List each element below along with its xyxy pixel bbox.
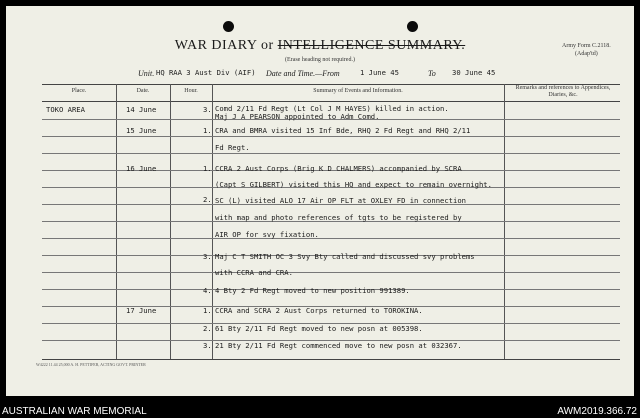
item-number: 4.: [203, 286, 212, 295]
summary-line: (Capt S GILBERT) visited this HQ and expect to remain overnight.: [215, 180, 492, 189]
item-number: 3.: [203, 105, 212, 114]
summary-line: Comd 2/11 Fd Regt (Lt Col J M HAYES) killed in action.: [215, 104, 449, 113]
summary-line: with map and photo references of tgts to be registered by: [215, 213, 462, 222]
item-number: 2.: [203, 195, 212, 204]
summary-line: 4 Bty 2 Fd Regt moved to new position 991389.: [215, 286, 410, 295]
item-number: 1.: [203, 126, 212, 135]
divider-remarks: [504, 84, 505, 360]
col-date: Date.: [136, 88, 150, 94]
table-bottom-rule: [42, 359, 620, 360]
form-reference: [562, 42, 611, 58]
date-to: 30 June 45: [452, 68, 496, 77]
row-rule: [42, 153, 620, 154]
summary-line: SC (L) visited ALO 17 Air OP FLT at OXLEY FD in connection: [215, 196, 466, 205]
item-number: 1.: [203, 306, 212, 315]
item-number: 3.: [203, 252, 212, 261]
caption-institution: AUSTRALIAN WAR MEMORIAL: [2, 406, 147, 417]
date-to-label: To: [428, 69, 436, 78]
title-struck: INTELLIGENCE SUMMARY.: [277, 38, 466, 53]
summary-line: CCRA and SCRA 2 Aust Corps returned to TOROKINA.: [215, 306, 423, 315]
erase-note: (Erase heading not required.): [285, 57, 355, 63]
unit-value: HQ RAA 3 Aust Div (AIF): [156, 68, 256, 77]
summary-line: Maj C T SMITH OC 3 Svy Bty called and discussed svy problems: [215, 252, 475, 261]
item-number: 1.: [203, 164, 212, 173]
item-number: 3.: [203, 341, 212, 350]
diary-sheet: [6, 6, 634, 396]
summary-line: CCRA 2 Aust Corps (Brig K D CHALMERS) accompanied by SCRA: [215, 164, 462, 173]
summary-line: CRA and BMRA visited 15 Inf Bde, RHQ 2 Fd Regt and RHQ 2/11: [215, 126, 471, 135]
date-cell: 17 June: [126, 306, 157, 315]
summary-line: AIR OP for svy fixation.: [215, 230, 319, 239]
unit-label: Unit.: [138, 69, 155, 78]
col-remarks: Remarks and references to Appendices, Diaries, &c.: [515, 85, 611, 98]
title-prefix: WAR DIARY or: [174, 38, 274, 53]
punch-hole-right: [407, 21, 418, 32]
page-title: [6, 38, 634, 54]
punch-hole-left: [223, 21, 234, 32]
row-rule: [42, 136, 620, 137]
row-rule: [42, 272, 620, 273]
place-cell: TOKO AREA: [46, 105, 85, 114]
divider-summary: [212, 84, 213, 360]
row-rule: [42, 238, 620, 239]
summary-line: Maj J A PEARSON appointed to Adm Comd.: [215, 112, 380, 121]
summary-line: 21 Bty 2/11 Fd Regt commenced move to new posn at 032367.: [215, 341, 462, 350]
table-top-rule: [42, 84, 620, 85]
col-hour: Hour.: [184, 88, 198, 94]
form-ref-line1: Army Form C.2118.: [562, 43, 611, 49]
col-place: Place.: [71, 88, 87, 94]
divider-hour: [170, 84, 171, 360]
date-cell: 16 June: [126, 164, 157, 173]
item-number: 2.: [203, 324, 212, 333]
form-ref-line2: (Adap'td): [575, 51, 598, 57]
date-label: Date and Time.—From: [266, 69, 340, 78]
date-cell: 14 June: [126, 105, 157, 114]
printer-imprint: W4222 11.44 25,000 A. H. PETTIFER, ACTING GOVT. PRINTER: [36, 362, 146, 367]
date-cell: 15 June: [126, 126, 157, 135]
col-summary: Summary of Events and Information.: [313, 88, 403, 94]
summary-line: 61 Bty 2/11 Fd Regt moved to new posn at 005398.: [215, 324, 423, 333]
caption-accession: AWM2019.366.72: [557, 406, 637, 417]
summary-line: with CCRA and CRA.: [215, 268, 293, 277]
header-rule: [42, 101, 620, 102]
divider-date: [116, 84, 117, 360]
summary-line: Fd Regt.: [215, 143, 250, 152]
date-from: 1 June 45: [360, 68, 399, 77]
